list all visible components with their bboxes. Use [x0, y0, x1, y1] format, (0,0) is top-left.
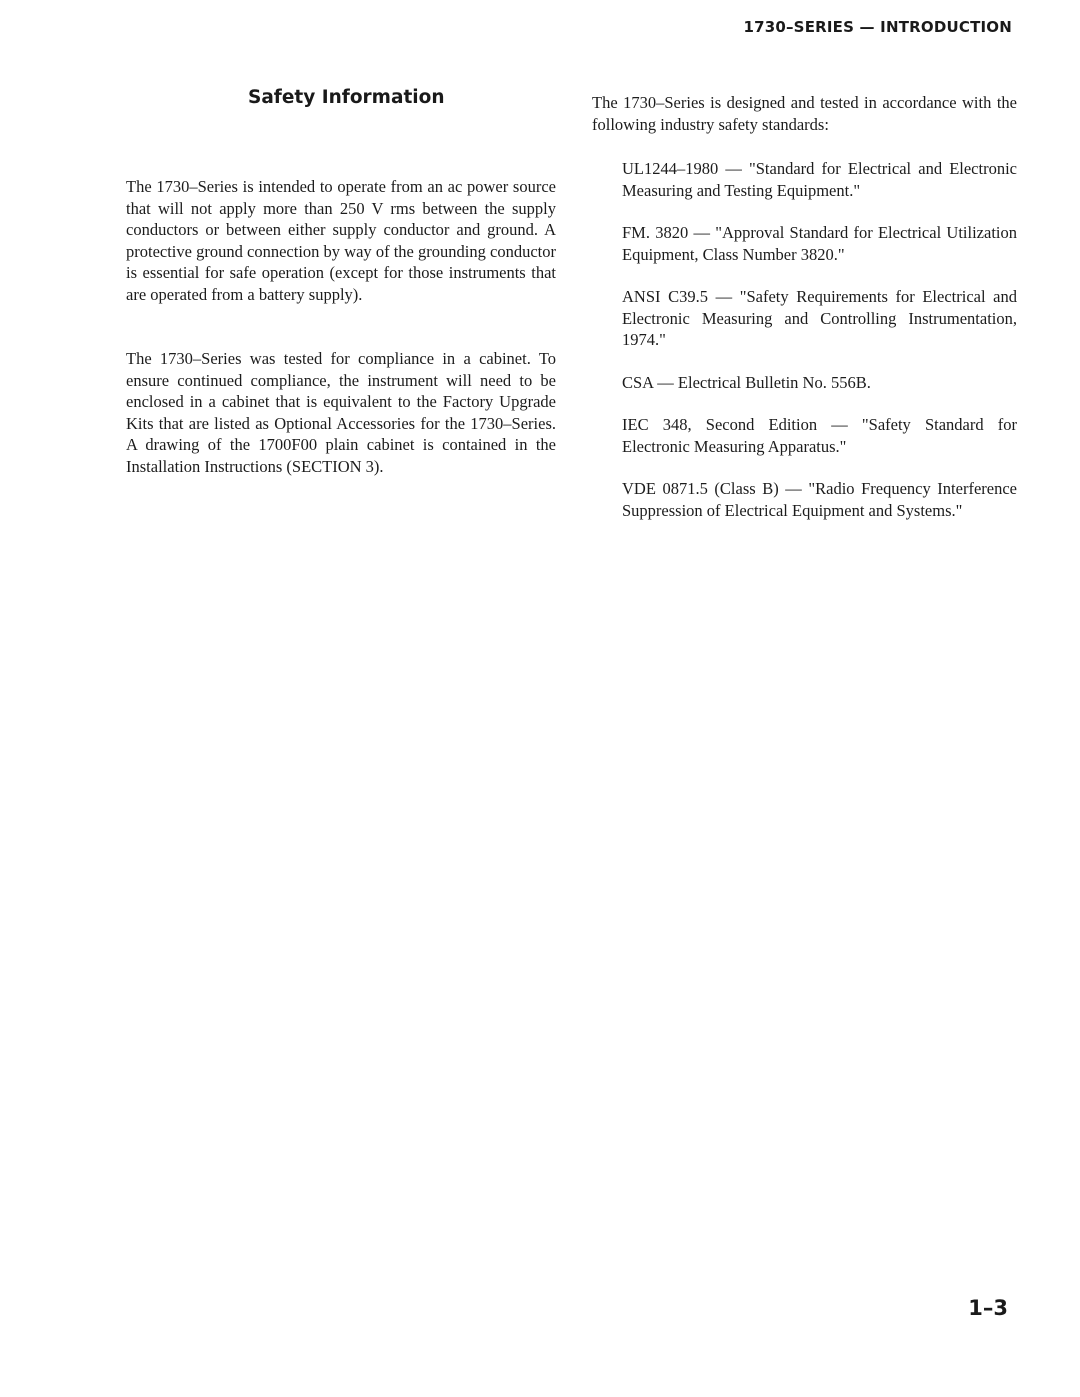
standards-list: [592, 158, 1017, 521]
standard-item-ul1244: UL1244–1980 — "Standard for Electrical and Electronic Measuring and Testing Equipment.": [622, 159, 1017, 200]
right-column: [592, 92, 1017, 521]
standards-intro: The 1730–Series is designed and tested in accordance with the following industry safety standards:: [592, 93, 1017, 134]
standard-item-vde0871: VDE 0871.5 (Class B) — "Radio Frequency Interference Suppression of Electrical Equipment and Systems.": [622, 479, 1017, 520]
paragraph-power-source: The 1730–Series is intended to operate from an ac power source that will not apply more than 250 V rms between the supply conductors or between either supply conductor and ground. A protective ground connection by way of the grounding conductor is essential for safe operation (except for those instruments that are operated from a battery supply).: [126, 177, 556, 304]
running-header: 1730–SERIES — INTRODUCTION: [743, 18, 1012, 36]
left-column: [126, 176, 556, 477]
standard-item-csa: CSA — Electrical Bulletin No. 556B.: [622, 372, 871, 392]
standard-item-ansi-c39: ANSI C39.5 — "Safety Requirements for Electrical and Electronic Measuring and Controlling Instrumentation, 1974.": [622, 287, 1017, 349]
paragraph-cabinet-compliance: The 1730–Series was tested for compliance in a cabinet. To ensure continued compliance, the instrument will need to be enclosed in a cabinet that is equivalent to the Factory Upgrade Kits that are listed as Optional Accessories for the 1730–Series. A drawing of the 1700F00 plain cabinet is contained in the Installation Instructions (SECTION 3).: [126, 349, 556, 476]
section-heading: Safety Information: [248, 87, 445, 108]
standard-item-fm3820: FM. 3820 — "Approval Standard for Electrical Utilization Equipment, Class Number 3820.": [622, 223, 1017, 264]
standard-item-iec348: IEC 348, Second Edition — "Safety Standard for Electronic Measuring Apparatus.": [622, 415, 1017, 456]
page-number: 1–3: [968, 1296, 1008, 1320]
